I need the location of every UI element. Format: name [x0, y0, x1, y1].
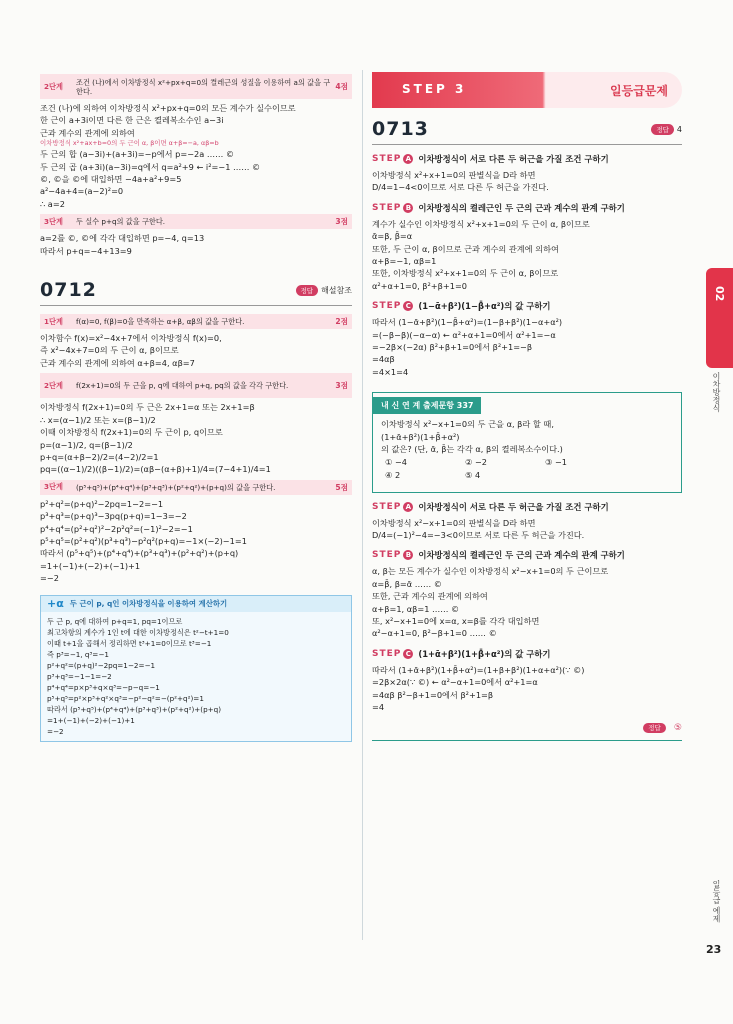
chapter-tab-number: 02 [713, 286, 726, 302]
step2-bar [40, 373, 352, 398]
step-heading-c [372, 648, 682, 660]
text-line: 계수가 실수인 이차방정식 x²+x+1=0의 두 근이 α, β이므로 [372, 218, 590, 229]
answer-box [296, 285, 352, 296]
text-line: =4αβ β²−β+1=0에서 β²+1=β [372, 689, 494, 700]
text-line: p²+q²=(p+q)²−2pq=1−2=−1 [40, 498, 164, 509]
text-line: 최고차항의 계수가 1인 t에 대한 이차방정식은 t²−t+1=0 [47, 627, 229, 637]
text-line: α+β=−1, αβ=1 [372, 256, 437, 267]
chapter-name: 이차방정식 [712, 372, 721, 412]
text-line: 또한, 이차방정식 x²+x+1=0의 두 근이 α, β이므로 [372, 268, 559, 279]
step-word: STEP [372, 550, 402, 561]
text-line: α, β는 모든 계수가 실수인 이차방정식 x²−x+1=0의 두 근이므로 [372, 566, 609, 577]
step-heading-a [372, 501, 682, 513]
text-line: (1+ᾱ+β²)(1+β̄+α²) [381, 431, 460, 442]
text-line: ∴ a=2 [40, 198, 65, 209]
text-line: p⁴+q⁴=p×p³+q×q³=−p−q=−1 [47, 682, 160, 692]
step-points: 3점 [335, 217, 348, 227]
step-word: STEP [372, 202, 402, 213]
step3-label: STEP 3 [402, 82, 467, 96]
plus-alpha-body [41, 612, 351, 741]
plus-alpha-title: 두 근이 p, q인 이차방정식을 이용하여 계산하기 [69, 599, 228, 609]
step-tag: 2단계 [44, 380, 63, 390]
answer-text: 해설참조 [321, 285, 352, 295]
step-points: 4점 [335, 82, 348, 91]
text-line: p³+q³=(p+q)³−3pq(p+q)=1−3=−2 [40, 511, 187, 522]
left-column [40, 70, 352, 742]
note-line: 이차방정식 x²+ax+b=0의 두 근이 α, β이면 α+β=−a, αβ=b [40, 139, 219, 148]
answer-options [381, 456, 673, 482]
answer-badge: 정답 [643, 723, 666, 733]
option-1: ① −4 [385, 456, 408, 467]
text-line: ©, ©을 ©에 대입하면 −4a+a²+9=5 [40, 174, 182, 185]
related-problem-body [373, 414, 681, 485]
text-line: =4×1=4 [372, 366, 409, 377]
step-letter-badge: B [403, 550, 413, 560]
step-word: STEP [372, 301, 402, 312]
text-line: 두 근 p, q에 대하여 p+q=1, pq=1이므로 [47, 616, 183, 626]
text-line: 즉 x²−4x+7=0의 두 근이 α, β이므로 [40, 345, 179, 356]
text-line: 두 근의 합 (a−3i)+(a+3i)=−p에서 p=−2a …… © [40, 149, 235, 160]
step-heading-text: (1+ᾱ+β²)(1+β̄+α²)의 값 구하기 [418, 648, 551, 659]
step-desc: 조건 (나)에서 이차방정식 x²+px+q=0의 켤레근의 성질을 이용하여 a의 값을 구한다. [76, 77, 331, 96]
step-word: STEP [372, 648, 402, 659]
step-word: STEP [372, 501, 402, 512]
text-line: =−2β×(−2α) β²+β+1=0에서 β²+1=−β [372, 342, 533, 353]
page-number: 23 [706, 943, 722, 956]
text-line: 근과 계수의 관계에 의하여 [40, 127, 135, 138]
option-3: ③ −1 [545, 456, 568, 467]
text-line: α²+α+1=0, β²+β+1=0 [372, 280, 468, 291]
step-tag: 1단계 [44, 316, 63, 326]
text-line: =(−β−β)(−α−α) ← α²+α+1=0에서 α²+1=−α [372, 329, 556, 340]
step-tag: 3단계 [44, 482, 63, 492]
text-line: 근과 계수의 관계에 의하여 α+β=4, αβ=7 [40, 357, 195, 368]
text-line: 이때 t+1을 곱해서 정리하면 t³+1=0이므로 t³=−1 [47, 638, 212, 648]
text-line: 따라서 p+q=−4+13=9 [40, 245, 132, 256]
step-letter-badge: B [403, 203, 413, 213]
text-line: 따라서 (1−ᾱ+β²)(1−β̄+α²)=(1−β+β²)(1−α+α²) [372, 317, 563, 328]
step1-bar [40, 314, 352, 329]
step-points: 3점 [335, 381, 348, 391]
text-line: 따라서 (1+ᾱ+β²)(1+β̄+α²)=(1+β+β²)(1+α+α²)(∵ ©) [372, 664, 585, 675]
text-line: a²−4a+4=(a−2)²=0 [40, 186, 124, 197]
text-line: =−2 [40, 573, 59, 584]
text-line: a=2를 ©, ©에 각각 대입하면 p=−4, q=13 [40, 233, 205, 244]
text-line: 이차방정식 x²−x+1=0의 판별식을 D라 하면 [372, 517, 536, 528]
text-line: D/4=(−1)²−4=−3<0이므로 서로 다른 두 허근을 가진다. [372, 529, 585, 540]
step-tag: 2단계 [44, 81, 63, 91]
text-line: 두 근의 곱 (a+3i)(a−3i)=q에서 q=a²+9 ← i²=−1 …… © [40, 161, 261, 172]
text-line: 또한, 두 근이 α, β이므로 근과 계수의 관계에 의하여 [372, 243, 559, 254]
text-line: 따라서 (p⁵+q⁵)+(p⁴+q⁴)+(p³+q³)+(p²+q²)+(p+q) [47, 704, 222, 714]
final-answer [372, 715, 682, 741]
step-heading-b [372, 202, 682, 214]
text-line: =2β×2α(∵ ©) ← α²−α+1=0에서 α²+1=α [372, 677, 538, 688]
text-line: 조건 (나)에 의하여 이차방정식 x²+px+q=0의 모든 계수가 실수이므로 [40, 103, 296, 113]
step-tag: 3단계 [44, 216, 63, 226]
text-line: 이차함수 f(x)=x²−4x+7에서 이차방정식 f(x)=0, [40, 333, 222, 344]
text-line: p⁵+q⁵=p²×p³+q²×q³=−p²−q²=−(p²+q²)=1 [47, 693, 204, 703]
step3-title: 일등급문제 [610, 84, 668, 98]
plus-alpha-box [40, 595, 352, 742]
text-line: p⁴+q⁴=(p²+q²)²−2p²q²=(−1)²−2=−1 [40, 523, 193, 534]
text-line: 또, x²−x+1=0에 x=α, x=β를 각각 대입하면 [372, 615, 540, 626]
step-heading-text: 이차방정식의 켤레근인 두 근의 근과 계수의 관계 구하기 [418, 550, 625, 561]
text-line: =1+(−1)+(−2)+(−1)+1 [40, 560, 141, 571]
text-line: D/4=1−4<0이므로 서로 다른 두 허근을 가진다. [372, 182, 549, 193]
text-line: 이차방정식 x²+x+1=0의 판별식을 D라 하면 [372, 170, 536, 180]
text-line: =1+(−1)+(−2)+(−1)+1 [47, 715, 135, 725]
chapter-tab [706, 268, 733, 368]
text-line: 또한, 근과 계수의 관계에 의하여 [372, 591, 488, 602]
step-points: 5점 [335, 482, 348, 492]
text-line: ∴ x=(α−1)/2 또는 x=(β−1)/2 [40, 414, 156, 425]
text-line: p²+q²=(p+q)²−2pq=1−2=−1 [47, 660, 156, 670]
option-5: ⑤ 4 [465, 469, 481, 480]
step-desc: f(α)=0, f(β)=0을 만족하는 α+β, αβ의 값을 구한다. [76, 317, 245, 327]
text-line: α²−α+1=0, β²−β+1=0 …… © [372, 628, 497, 639]
step-desc: 두 실수 p+q의 값을 구한다. [76, 217, 166, 227]
text-line: 이차방정식 x²−x+1=0의 두 근을 α, β라 할 때, [381, 419, 554, 430]
answer-badge: 정답 [651, 124, 674, 135]
text-line: =4 [372, 701, 385, 712]
answer-text: 4 [676, 124, 682, 134]
text-line: 한 근이 a+3i이면 다른 한 근은 켤레복소수인 a−3i [40, 115, 224, 126]
text-line: p³+q³=−1−1=−2 [47, 671, 112, 681]
step-letter-badge: A [403, 502, 413, 512]
text-line: p=(α−1)/2, q=(β−1)/2 [40, 439, 133, 450]
step-heading-text: 이차방정식이 서로 다른 두 허근을 가질 조건 구하기 [418, 154, 609, 164]
step3-header [372, 72, 682, 108]
related-problem-header: 내 신 연 계 출제문항 337 [373, 397, 481, 414]
text-line: =−2 [47, 726, 64, 736]
right-column [372, 70, 682, 741]
problem-header-0712 [40, 279, 352, 306]
step-letter-badge: A [403, 154, 413, 164]
plus-alpha-header [41, 596, 351, 612]
step-heading-text: (1−ᾱ+β²)(1−β̄+α²)의 값 구하기 [418, 301, 551, 312]
step3-bar [40, 480, 352, 495]
text-line: =4αβ [372, 354, 395, 365]
step-points: 2점 [335, 317, 348, 327]
text-line: α=β̄, β=ᾱ …… © [372, 578, 442, 589]
option-2: ② −2 [465, 456, 488, 467]
problem-header-0713 [372, 118, 682, 145]
column-divider [362, 70, 363, 940]
problem-number: 0712 [40, 279, 97, 302]
step-heading-text: 이차방정식의 켤레근인 두 근의 근과 계수의 관계 구하기 [418, 202, 625, 213]
text-line: 이때 이차방정식 f(2x+1)=0의 두 근이 p, q이므로 [40, 427, 223, 438]
text-line: 따라서 (p⁵+q⁵)+(p⁴+q⁴)+(p³+q³)+(p²+q²)+(p+q) [40, 548, 239, 559]
text-line: p⁵+q⁵=(p²+q²)(p³+q³)−p²q²(p+q)=−1×(−2)−1=1 [40, 535, 247, 546]
step3-bar [40, 214, 352, 229]
section-name: 일등급 예제 [712, 880, 721, 923]
option-4: ④ 2 [385, 469, 401, 480]
step-word: STEP [372, 154, 402, 164]
answer-badge: 정답 [296, 285, 319, 296]
step-letter-badge: C [403, 301, 413, 311]
step-desc: f(2x+1)=0의 두 근을 p, q에 대하여 p+q, pq의 값을 각각 구한다. [76, 381, 289, 391]
step-letter-badge: C [403, 649, 413, 659]
step2-bar [40, 74, 352, 99]
step-heading-c [372, 300, 682, 312]
step-heading-a [372, 153, 682, 165]
plus-alpha-badge: +α [47, 597, 64, 611]
step-heading-text: 이차방정식이 서로 다른 두 허근을 가질 조건 구하기 [418, 501, 609, 512]
step-desc: (p⁵+q⁵)+(p⁴+q⁴)+(p³+q³)+(p²+q²)+(p+q)의 값을 구한다. [76, 482, 276, 492]
step-heading-b [372, 549, 682, 561]
answer-box [651, 124, 682, 135]
problem-number: 0713 [372, 118, 429, 140]
answer-text: ⑤ [673, 723, 682, 734]
text-line: 이차방정식 f(2x+1)=0의 두 근은 2x+1=α 또는 2x+1=β [40, 402, 255, 413]
text-line: p+q=(α+β−2)/2=(4−2)/2=1 [40, 451, 159, 462]
text-line: 의 값은? (단, ᾱ, β̄는 각각 α, β의 켤레복소수이다.) [381, 444, 563, 455]
text-line: α+β=1, αβ=1 …… © [372, 603, 460, 614]
related-problem-box [372, 392, 682, 492]
text-line: ᾱ=β, β̄=α [372, 231, 413, 242]
text-line: 즉 p³=−1, q³=−1 [47, 649, 109, 659]
text-line: pq=((α−1)/2)((β−1)/2)=(αβ−(α+β)+1)/4=(7−4+1)/4=1 [40, 464, 271, 475]
